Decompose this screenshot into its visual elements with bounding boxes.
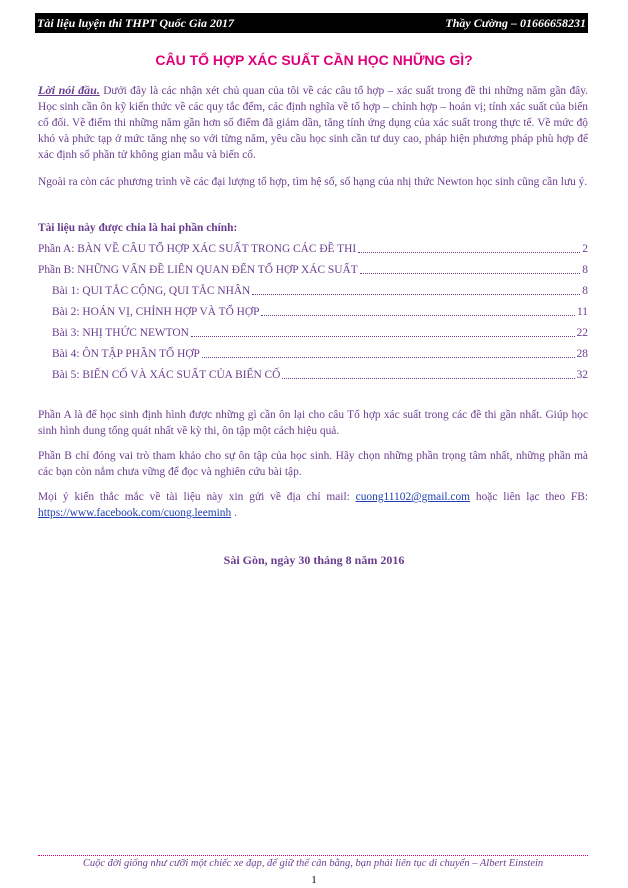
contact-text: Mọi ý kiến thắc mắc về tài liệu này xin gửi về địa chỉ mail: xyxy=(38,491,356,503)
facebook-link[interactable]: https://www.facebook.com/cuong.leeminh xyxy=(38,507,232,519)
page-header xyxy=(35,13,588,33)
table-of-contents xyxy=(38,220,588,383)
toc-item[interactable]: Bài 1: QUI TẮC CỘNG, QUI TẮC NHÂN 8 xyxy=(52,285,588,297)
header-left: Tài liệu luyện thi THPT Quốc Gia 2017 xyxy=(37,16,234,30)
footer-quote: Cuộc đời giống như cưỡi một chiếc xe đạp, để giữ thế cân bằng, bạn phải liên tục di chuyển – Albert Einstein xyxy=(82,858,544,869)
part-b-paragraph: Phần B chỉ đóng vai trò tham khảo cho sự ôn tập của học sinh. Hãy chọn những phần trọng tâm nhất, những phần mà các bạn còn nắm chưa vững để đọc và nghiên cứu bài tập. xyxy=(38,450,588,478)
intro-paragraph xyxy=(38,82,588,163)
part-a-paragraph: Phần A là để học sinh định hình được những gì cần ôn lại cho câu Tổ hợp xác suất trong các đề thi gần nhất. Giúp học sinh hình dung tổng quát nhất về kỳ thi, ôn tập một cách hiệu quả. xyxy=(38,409,588,437)
contact-text-fb: hoặc liên lạc theo FB: xyxy=(470,491,588,503)
intro-lead: Lời nói đầu. xyxy=(38,83,100,97)
intro-text: Dưới đây là các nhận xét chủ quan của tôi về các câu tổ hợp – xác suất trong đề thi những năm gần đây. Học sinh cần ôn kỹ kiến thức về các quy tắc đếm, các định nghĩa về tổ hợp – chỉnh hợp – hoán vị; tính xác suất của biến cố đối. Về điểm thi những năm gần hơn số điểm đã giảm dần, tăng tính ứng dụng của xác suất trong thực tế. Về mức độ khó và phức tạp ở mức tăng nhẹ so với từng năm, yêu cầu học sinh cần tư duy cao, pháp hiện phương pháp phù hợp để xác định số phần tử không gian mẫu và biến cố. xyxy=(38,85,589,161)
toc-heading: Tài liệu này được chia là hai phần chính: xyxy=(38,222,238,234)
date-line: Sài Gòn, ngày 30 tháng 8 năm 2016 xyxy=(223,553,405,567)
toc-item[interactable]: Bài 3: NHỊ THỨC NEWTON 22 xyxy=(52,327,588,339)
document-title: CÂU TỔ HỢP XÁC SUẤT CẦN HỌC NHỮNG GÌ? xyxy=(155,52,473,68)
toc-item[interactable]: Bài 5: BIẾN CỐ VÀ XÁC SUẤT CỦA BIẾN CỐ 32 xyxy=(52,369,588,381)
newton-paragraph: Ngoài ra còn các phương trình về các đại lượng tổ hợp, tìm hệ số, số hạng của nhị thức Newton học sinh cũng cần lưu ý. xyxy=(38,176,588,188)
toc-item[interactable]: Bài 2: HOÁN VỊ, CHỈNH HỢP VÀ TỔ HỢP 11 xyxy=(52,306,588,318)
toc-item[interactable]: Phần A: BÀN VỀ CÂU TỔ HỢP XÁC SUẤT TRONG CÁC ĐỀ THI 2 xyxy=(38,243,588,255)
page-number: 1 xyxy=(311,874,317,886)
toc-item[interactable]: Bài 4: ÔN TẬP PHẦN TỔ HỢP 28 xyxy=(52,348,588,360)
header-right: Thầy Cường – 01666658231 xyxy=(445,16,586,30)
contact-paragraph: Mọi ý kiến thắc mắc về tài liệu này xin gửi về địa chỉ mail: cuong11102@gmail.com hoặc liên lạc theo FB: https://www.facebook.com/cuong.leeminh . xyxy=(38,491,588,519)
toc-item[interactable]: Phần B: NHỮNG VẤN ĐỀ LIÊN QUAN ĐẾN TỔ HỢP XÁC SUẤT 8 xyxy=(38,264,588,276)
email-link[interactable]: cuong11102@gmail.com xyxy=(355,491,471,503)
footer-divider xyxy=(38,855,588,856)
